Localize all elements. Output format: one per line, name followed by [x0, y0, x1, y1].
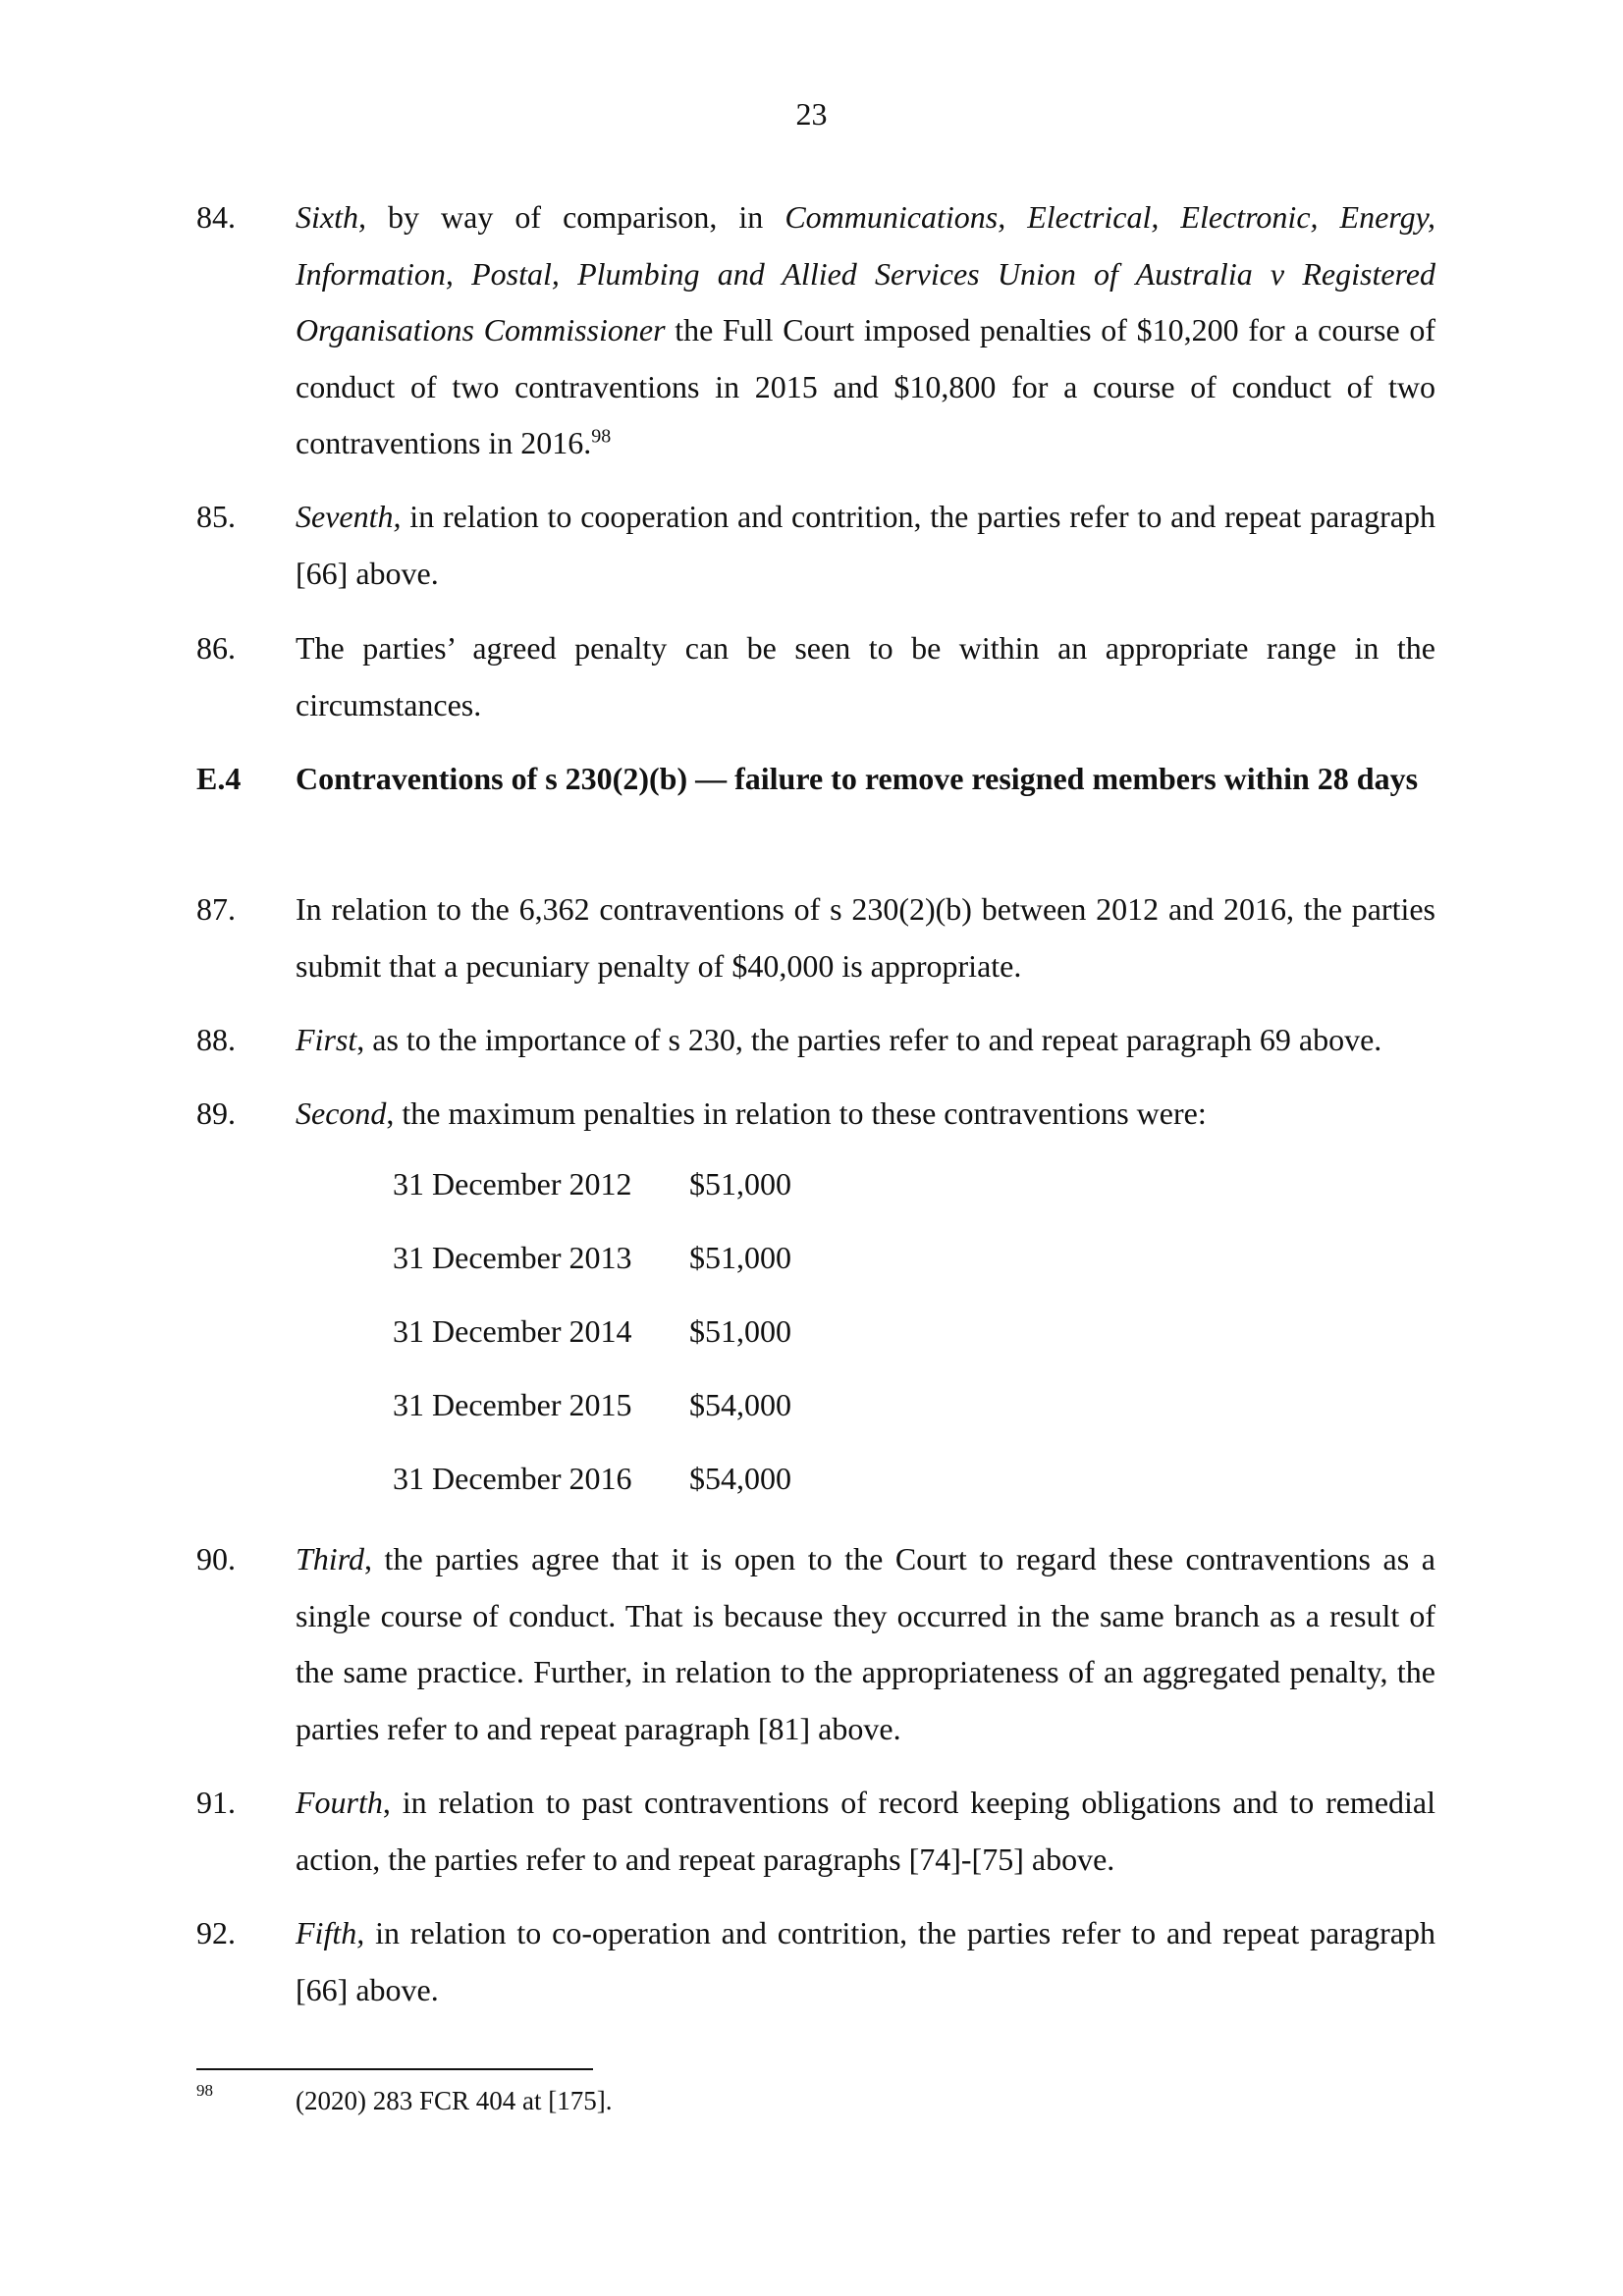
section-number: E.4 [196, 761, 242, 796]
penalty-amount: $54,000 [689, 1461, 791, 1496]
paragraph-text: , in relation to past contraventions of record keeping obligations and to remedial action, the parties refer to and repeat paragraphs [74]-[75] above. [296, 1785, 1435, 1877]
paragraph-number: 86. [196, 630, 236, 666]
paragraph-text: in relation to co-operation and contrition, the parties refer to and repeat paragraph [66] above. [296, 1915, 1435, 2007]
paragraph-number: 89. [196, 1095, 236, 1131]
italic-lead: Sixth, [296, 199, 366, 235]
footnote-separator [196, 2068, 593, 2070]
paragraph-body [296, 1531, 1435, 1757]
penalty-amount: $51,000 [689, 1240, 791, 1275]
paragraph-number: 84. [196, 199, 236, 235]
paragraph-text: the Full Court imposed penalties of $10,200 for a course of conduct of two contraventions in 2015 and $10,800 for a course of conduct of two contraventions in 2016. [296, 312, 1435, 460]
paragraph-text: , the parties agree that it is open to the Court to regard these contraventions as a single course of conduct. That is because they occurred in the same branch as a result of the same practice. Further, in relation to the appropriateness of an aggregated penalty, the parties refer to and repeat paragraph [81] above. [296, 1541, 1435, 1746]
paragraph-body [296, 881, 1435, 994]
paragraph-number: 92. [196, 1915, 236, 1950]
paragraph-text: , as to the importance of s 230, the parties refer to and repeat paragraph 69 above. [356, 1022, 1382, 1057]
italic-lead: Third [296, 1541, 364, 1576]
paragraph-body [296, 1775, 1435, 1888]
footnote-ref[interactable]: 98 [591, 425, 612, 448]
paragraph-number: 91. [196, 1785, 236, 1820]
penalty-date: 31 December 2015 [393, 1387, 632, 1422]
paragraph-text: , the maximum penalties in relation to these contraventions were: [386, 1095, 1207, 1131]
case-name: Communications, Electrical, Electronic, Energy, Information, Postal, Plumbing and Allied Services Union of Australia v Registered Organisations Commissioner [296, 199, 1436, 347]
paragraph-body [296, 1086, 1435, 1143]
paragraph-body [296, 1905, 1435, 2018]
paragraph-body [296, 620, 1435, 733]
paragraph-body [296, 489, 1435, 602]
paragraph-number: 87. [196, 891, 236, 927]
footnote-number: 98 [196, 2081, 213, 2100]
penalty-date: 31 December 2016 [393, 1461, 632, 1496]
footnote-text: (2020) 283 FCR 404 at [175]. [296, 2086, 613, 2115]
penalty-date: 31 December 2013 [393, 1240, 632, 1275]
italic-lead: Fifth, [296, 1915, 365, 1950]
paragraph-text: In relation to the 6,362 contraventions of s 230(2)(b) between 2012 and 2016, the parties submit that a pecuniary penalty of $40,000 is appropriate. [296, 891, 1435, 984]
page-number: 23 [795, 96, 828, 132]
paragraph-text: The parties’ agreed penalty can be seen to be within an appropriate range in the circumstances. [296, 630, 1435, 722]
paragraph-body [296, 1012, 1435, 1069]
paragraph-text: in relation to cooperation and contrition, the parties refer to and repeat paragraph [66] above. [296, 499, 1435, 591]
paragraph-number: 88. [196, 1022, 236, 1057]
penalty-date: 31 December 2014 [393, 1313, 632, 1349]
penalty-amount: $54,000 [689, 1387, 791, 1422]
paragraph-number: 90. [196, 1541, 236, 1576]
paragraph-text: by way of comparison, in [365, 199, 785, 235]
paragraph-body [296, 189, 1435, 472]
paragraph-number: 85. [196, 499, 236, 534]
penalty-amount: $51,000 [689, 1313, 791, 1349]
italic-lead: Seventh, [296, 499, 402, 534]
penalty-date: 31 December 2012 [393, 1166, 632, 1201]
italic-lead: Second [296, 1095, 387, 1131]
italic-lead: Fourth [296, 1785, 383, 1820]
penalty-amount: $51,000 [689, 1166, 791, 1201]
italic-lead: First [296, 1022, 357, 1057]
section-title: Contraventions of s 230(2)(b) — failure to remove resigned members within 28 days [296, 761, 1419, 796]
